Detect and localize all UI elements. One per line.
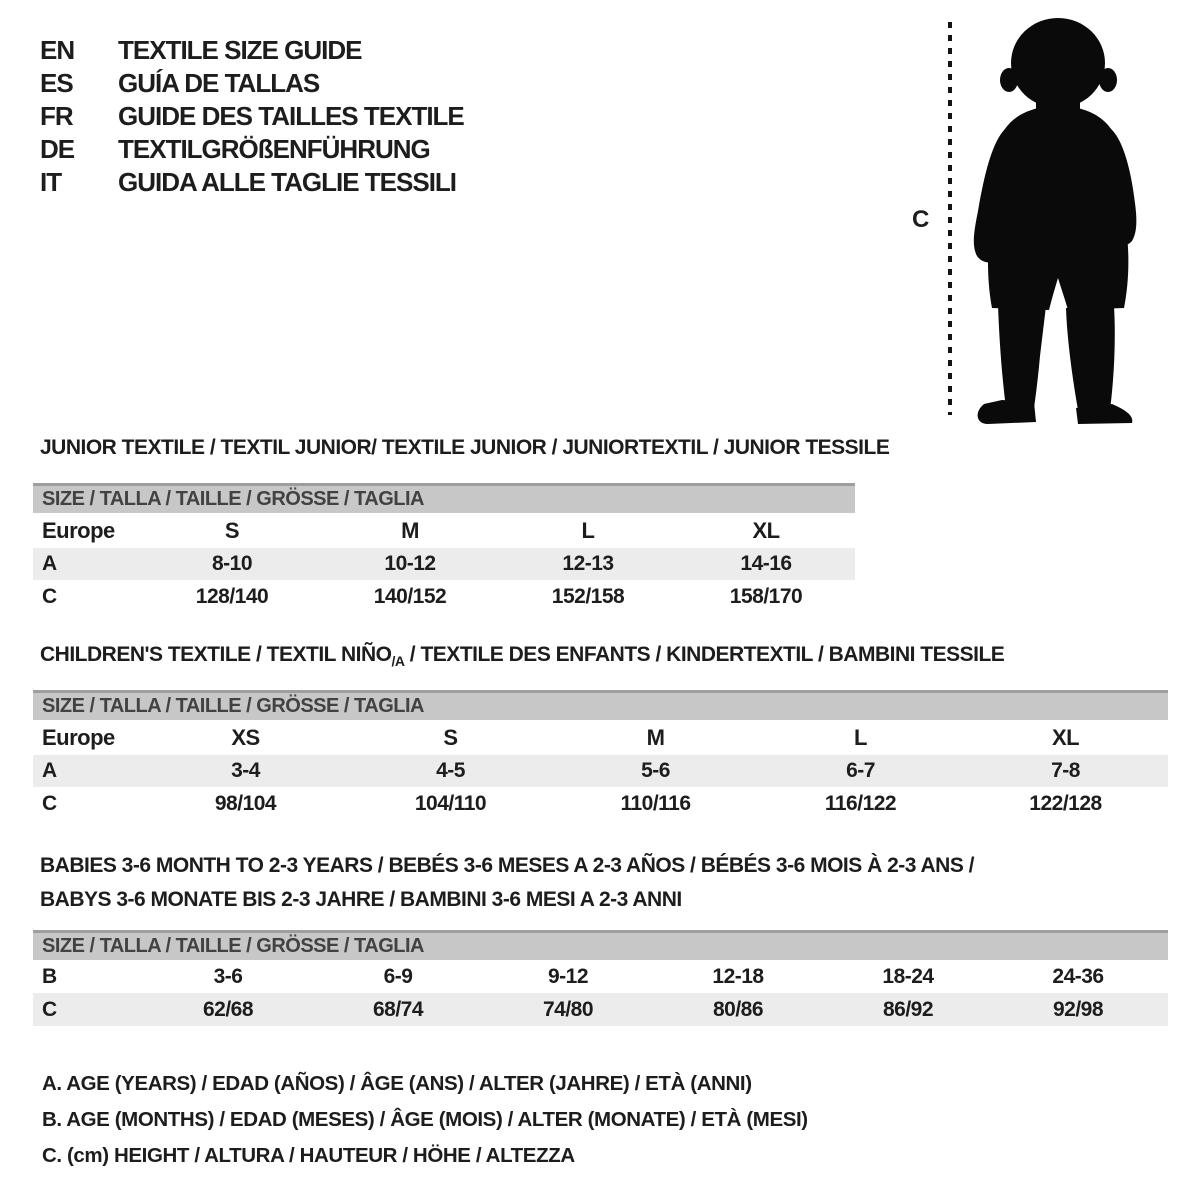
table-cell: A bbox=[42, 759, 57, 782]
language-code: EN bbox=[40, 35, 75, 65]
babies-section-title bbox=[40, 849, 974, 917]
table-cell: 12-13 bbox=[562, 552, 614, 575]
table-cell: 80/86 bbox=[712, 997, 764, 1021]
table-cell: S bbox=[443, 724, 458, 750]
children-title-text: / TEXTILE DES ENFANTS / KINDERTEXTIL / BAMBINI TESSILE bbox=[404, 643, 1005, 666]
table-cell: 8-10 bbox=[211, 552, 253, 575]
size-bar-label: SIZE / TALLA / TAILLE / GRÖSSE / TAGLIA bbox=[42, 488, 424, 510]
language-row-fr bbox=[40, 100, 464, 133]
table-cell: 158/170 bbox=[729, 584, 803, 608]
babies-row-months bbox=[33, 960, 1168, 993]
table-cell: 116/122 bbox=[824, 791, 897, 815]
table-cell: 98/104 bbox=[214, 791, 277, 815]
table-cell: Europe bbox=[42, 517, 115, 543]
children-title-subscript: /A bbox=[391, 653, 405, 670]
table-cell: Europe bbox=[42, 724, 115, 750]
size-bar-label: SIZE / TALLA / TAILLE / GRÖSSE / TAGLIA bbox=[42, 935, 424, 957]
language-title: GUÍA DE TALLAS bbox=[118, 68, 320, 98]
table-cell: 86/92 bbox=[882, 997, 934, 1021]
babies-title-line1: BABIES 3-6 MONTH TO 2-3 YEARS / BEBÉS 3-6 MESES A 2-3 AÑOS / BÉBÉS 3-6 MOIS À 2-3 ANS / bbox=[40, 854, 975, 877]
height-measure-label: C bbox=[912, 206, 930, 233]
junior-size-table bbox=[33, 483, 855, 613]
junior-columns-row bbox=[33, 513, 855, 548]
table-cell: 14-16 bbox=[740, 552, 792, 575]
table-cell: XL bbox=[752, 517, 780, 543]
table-cell: 6-9 bbox=[383, 964, 413, 988]
table-cell: XS bbox=[231, 724, 260, 750]
child-silhouette-icon bbox=[962, 16, 1147, 424]
table-cell: B bbox=[42, 964, 57, 988]
language-title: TEXTILE SIZE GUIDE bbox=[118, 35, 362, 65]
table-cell: C bbox=[42, 791, 57, 815]
table-cell: 68/74 bbox=[372, 997, 424, 1021]
children-size-bar bbox=[33, 690, 1168, 720]
table-cell: 128/140 bbox=[195, 584, 269, 608]
table-cell: M bbox=[401, 517, 419, 543]
language-row-it bbox=[40, 166, 464, 199]
language-code: FR bbox=[40, 101, 73, 131]
table-cell: 62/68 bbox=[202, 997, 254, 1021]
language-row-es bbox=[40, 67, 464, 100]
table-cell: C bbox=[42, 997, 57, 1021]
language-title-list bbox=[40, 34, 464, 199]
table-cell: 5-6 bbox=[641, 759, 670, 782]
legend-line-c: C. (cm) HEIGHT / ALTURA / HAUTEUR / HÖHE / ALTEZZA bbox=[42, 1144, 575, 1167]
size-bar-label: SIZE / TALLA / TAILLE / GRÖSSE / TAGLIA bbox=[42, 695, 424, 717]
junior-size-bar bbox=[33, 483, 855, 513]
table-cell: A bbox=[42, 552, 57, 575]
children-section-title bbox=[40, 643, 1004, 669]
table-cell: 9-12 bbox=[547, 964, 589, 988]
table-cell: 92/98 bbox=[1052, 997, 1104, 1021]
legend-line-b: B. AGE (MONTHS) / EDAD (MESES) / ÂGE (MOIS) / ALTER (MONATE) / ETÀ (MESI) bbox=[42, 1108, 808, 1131]
table-cell: 6-7 bbox=[846, 759, 875, 782]
table-cell: XL bbox=[1051, 724, 1080, 750]
table-cell: M bbox=[646, 724, 665, 750]
language-code: IT bbox=[40, 167, 62, 197]
junior-section-title: JUNIOR TEXTILE / TEXTIL JUNIOR/ TEXTILE JUNIOR / JUNIORTEXTIL / JUNIOR TESSILE bbox=[40, 436, 890, 459]
table-cell: 7-8 bbox=[1051, 759, 1080, 782]
table-cell: L bbox=[581, 517, 595, 543]
table-cell: 74/80 bbox=[542, 997, 594, 1021]
language-code: DE bbox=[40, 134, 75, 164]
junior-row-age bbox=[33, 548, 855, 580]
table-cell: 12-18 bbox=[712, 964, 764, 988]
table-cell: 3-4 bbox=[231, 759, 260, 782]
children-size-table bbox=[33, 690, 1168, 820]
table-cell: 110/116 bbox=[620, 791, 691, 815]
children-title-text: CHILDREN'S TEXTILE / TEXTIL NIÑO bbox=[40, 643, 392, 666]
table-cell: 122/128 bbox=[1029, 791, 1102, 815]
language-title: GUIDA ALLE TAGLIE TESSILI bbox=[118, 167, 457, 197]
table-cell: 140/152 bbox=[373, 584, 447, 608]
table-cell: 4-5 bbox=[436, 759, 465, 782]
language-code: ES bbox=[40, 68, 73, 98]
table-cell: 18-24 bbox=[882, 964, 934, 988]
table-cell: 24-36 bbox=[1052, 964, 1104, 988]
language-row-de bbox=[40, 133, 464, 166]
babies-row-height bbox=[33, 993, 1168, 1026]
table-cell: 3-6 bbox=[213, 964, 243, 988]
children-row-height bbox=[33, 787, 1168, 820]
babies-size-table bbox=[33, 930, 1168, 1026]
language-title: TEXTILGRÖßENFÜHRUNG bbox=[118, 134, 430, 164]
table-cell: S bbox=[224, 517, 240, 543]
children-columns-row bbox=[33, 720, 1168, 755]
junior-row-height bbox=[33, 580, 855, 613]
table-cell: 152/158 bbox=[551, 584, 625, 608]
height-dashed-line bbox=[948, 22, 952, 415]
table-cell: C bbox=[42, 584, 57, 608]
babies-size-bar bbox=[33, 930, 1168, 960]
children-row-age bbox=[33, 755, 1168, 787]
language-row-en bbox=[40, 34, 464, 67]
table-cell: L bbox=[854, 724, 867, 750]
table-cell: 10-12 bbox=[384, 552, 436, 575]
table-cell: 104/110 bbox=[414, 791, 487, 815]
babies-title-line2: BABYS 3-6 MONATE BIS 2-3 JAHRE / BAMBINI 3-6 MESI A 2-3 ANNI bbox=[40, 888, 682, 911]
language-title: GUIDE DES TAILLES TEXTILE bbox=[118, 101, 464, 131]
legend-line-a: A. AGE (YEARS) / EDAD (AÑOS) / ÂGE (ANS) / ALTER (JAHRE) / ETÀ (ANNI) bbox=[42, 1072, 752, 1095]
measure-legend bbox=[42, 1066, 808, 1174]
